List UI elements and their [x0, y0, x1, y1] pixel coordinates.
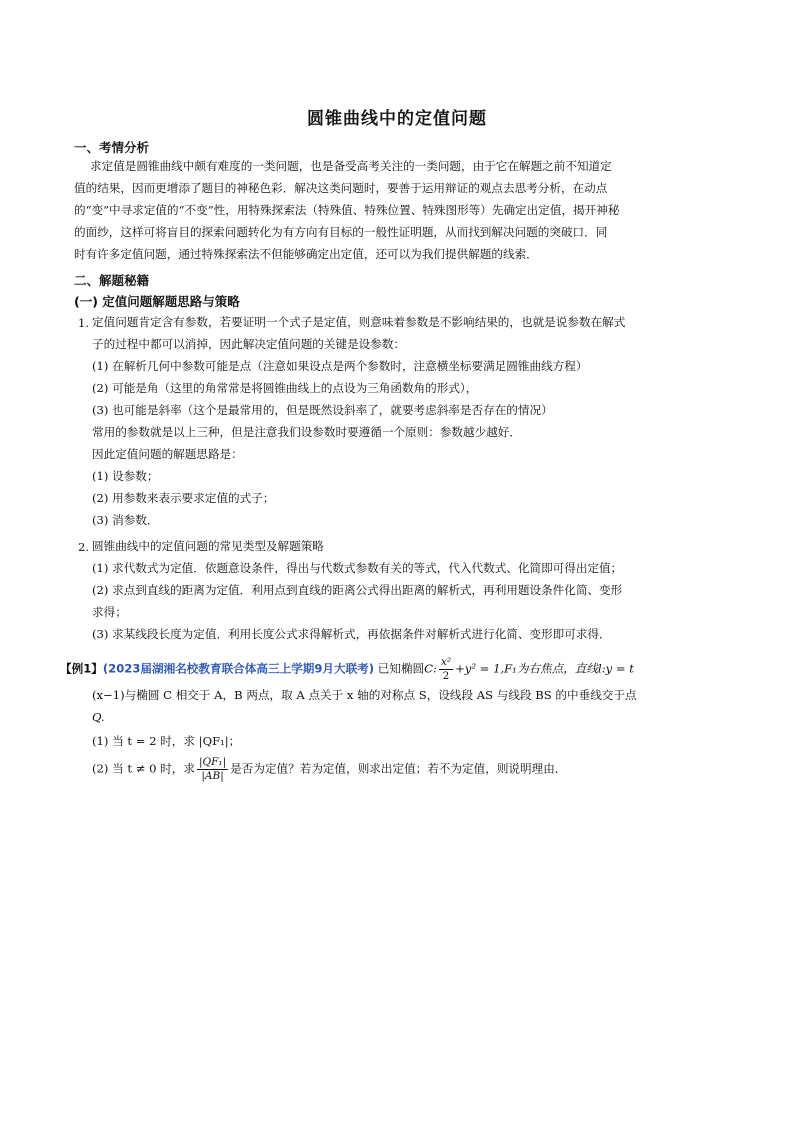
item-number-2: 2.: [78, 540, 90, 554]
item1-line-10: (3) 消参数．: [92, 513, 159, 527]
item2-line-3: (2) 求点到直线的距离为定值．利用点到直线的距离公式得出距离的解析式，再利用题设条件化简、变形: [92, 583, 623, 597]
fraction-x2-over-2: [439, 656, 453, 683]
subsection-heading: (一) 定值问题解题思路与策略: [74, 294, 240, 309]
item1-line-7: 因此定值问题的解题思路是：: [92, 447, 243, 461]
item2-line-4: 求得；: [92, 605, 127, 619]
ellipse-name: C:: [424, 661, 437, 676]
example-line-3: Q.: [92, 710, 105, 724]
item2-line-1: 圆锥曲线中的定值问题的常见类型及解题策略: [92, 539, 324, 553]
item1-line-5: (3) 也可能是斜率（这个是最常用的，但是既然设斜率了，就要考虑斜率是否存在的情况）: [92, 403, 553, 417]
section-heading-secrets: 二、解题秘籍: [74, 273, 150, 288]
example-tag: 【例1】: [60, 661, 103, 676]
fraction-numerator: x²: [440, 656, 452, 668]
question-2-text-a: (2) 当 t ≠ 0 时，求: [92, 761, 195, 776]
question-2: [92, 756, 732, 783]
item1-line-8: (1) 设参数；: [92, 469, 159, 483]
section-heading-analysis: 一、考情分析: [74, 140, 150, 155]
item-number-1: 1.: [78, 316, 90, 330]
fraction-denominator: 2: [442, 670, 450, 682]
example-line-1: [60, 656, 700, 683]
item1-line-4: (2) 可能是角（这里的角常常是将圆锥曲线上的点设为三角函数角的形式），: [92, 381, 478, 395]
question-1: (1) 当 t = 2 时，求 |QF₁|；: [92, 734, 241, 748]
item1-line-1: 定值问题肯定含有参数，若要证明一个式子是定值，则意味着参数是不影响结果的，也就是说参数在解式: [92, 315, 626, 329]
item1-line-9: (2) 用参数来表示要求定值的式子；: [92, 491, 275, 505]
fraction-numerator-qf1: |QF₁|: [198, 756, 227, 768]
analysis-line-4: 的面纱，这样可将盲目的探索问题转化为有方向有目标的一般性证明题，从而找到解决问题的突破口．同: [74, 225, 608, 239]
item2-line-2: (1) 求代数式为定值．依题意设条件，得出与代数式参数有关的等式，代入代数式、化简即可得出定值；: [92, 561, 623, 575]
item2-line-5: (3) 求某线段长度为定值．利用长度公式求得解析式，再依据条件对解析式进行化简、变形即可求得．: [92, 627, 611, 641]
example-text-a: 已知椭圆: [377, 661, 425, 676]
example-line-2: (x−1)与椭圆 C 相交于 A，B 两点，取 A 点关于 x 轴的对称点 S，设线段 AS 与线段 BS 的中垂线交于点: [92, 688, 637, 702]
example-text-b: +y² = 1,F₁为右焦点，直线: [455, 661, 598, 676]
question-2-text-b: 是否为定值？若为定值，则求出定值；若不为定值，则说明理由．: [230, 761, 567, 776]
analysis-line-3: 的“变”中寻求定值的“不变”性，用特殊探索法（特殊值、特殊位置、特殊图形等）先确定出定值，揭开神秘: [74, 203, 620, 217]
item1-line-2: 子的过程中都可以消掉，因此解决定值问题的关键是设参数：: [92, 337, 406, 351]
fraction-denominator-ab: |AB|: [201, 770, 224, 782]
example-source: (2023届湖湘名校教育联合体高三上学期9月大联考): [102, 661, 375, 676]
item1-line-6: 常用的参数就是以上三种，但是注意我们设参数时要遵循一个原则：参数越少越好．: [92, 425, 521, 439]
analysis-line-2: 值的结果，因而更增添了题目的神秘色彩．解决这类问题时，要善于运用辩证的观点去思考分析，在动点: [74, 181, 608, 195]
analysis-line-5: 时有许多定值问题，通过特殊探索法不但能够确定出定值，还可以为我们提供解题的线索．: [74, 247, 538, 261]
fraction-qf1-over-ab: [197, 756, 228, 783]
page-title: 圆锥曲线中的定值问题: [307, 109, 487, 129]
item1-line-3: (1) 在解析几何中参数可能是点（注意如果设点是两个参数时，注意横坐标要满足圆锥曲线方程）: [92, 359, 588, 373]
line-equation: l:y = t: [598, 661, 634, 676]
analysis-line-1: 求定值是圆锥曲线中颇有难度的一类问题，也是备受高考关注的一类问题，由于它在解题之前不知道定: [90, 159, 612, 173]
